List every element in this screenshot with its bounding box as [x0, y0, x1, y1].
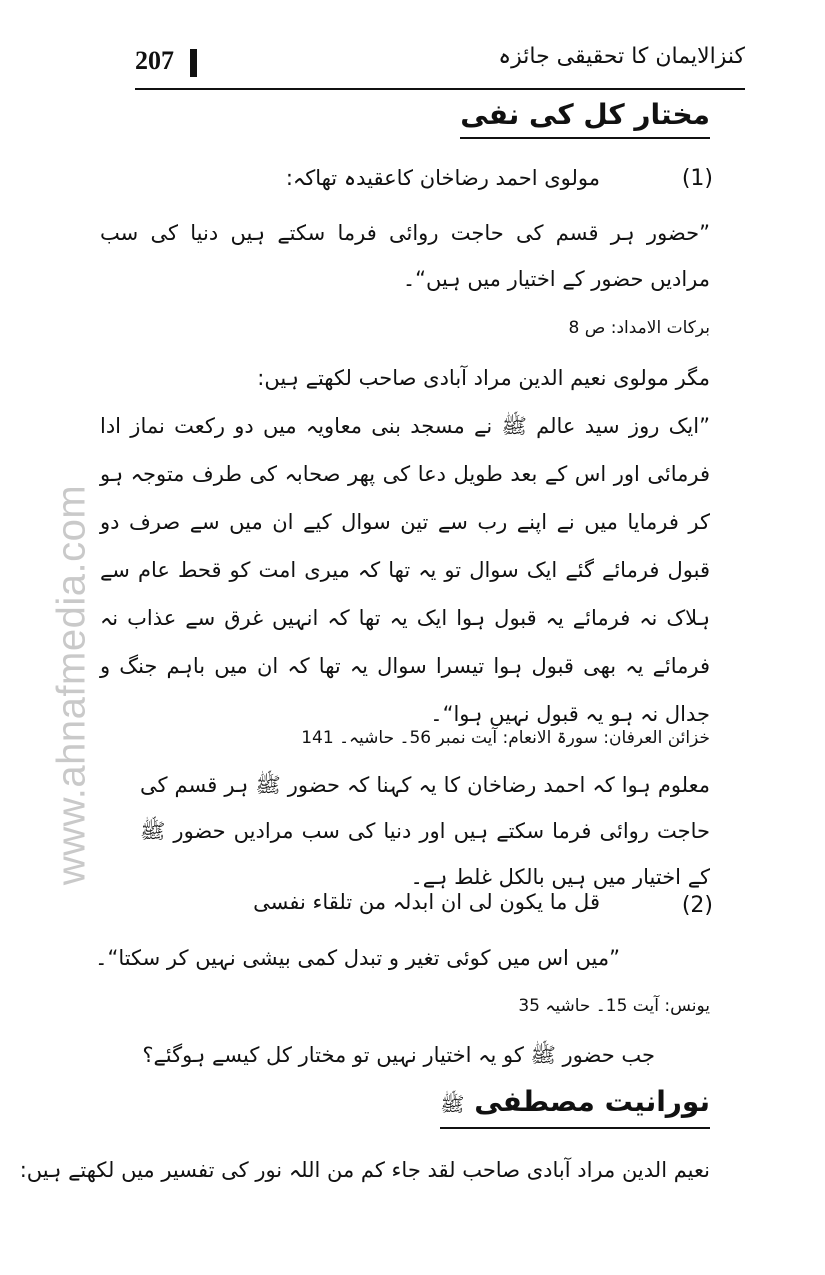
page-number-bar [190, 49, 197, 77]
conclusion-2: جب حضور ﷺ کو یہ اختیار نہیں تو مختار کل کیسے ہوگئے؟ [142, 1043, 655, 1067]
page-number: 207 [135, 46, 174, 75]
reference-khazain-ul-irfan: خزائن العرفان: سورۃ الانعام: آیت نمبر 56۔ حاشیہ۔ 141 [301, 728, 710, 748]
conclusion-1: معلوم ہوا کہ احمد رضاخان کا یہ کہنا کہ حضور ﷺ ہر قسم کی حاجت روائی فرما سکتے ہیں اور دنیا کی سب مرادیں حضور ﷺ کے اختیار میں ہیں بالکل غلط ہے۔ [140, 773, 710, 889]
quote-naeem-uddin: ”ایک روز سید عالم ﷺ نے مسجد بنی معاویہ میں دو رکعت نماز ادا فرمائی اور اس کے بعد طویل دعا کی پھر صحابہ کی طرف متوجہ ہو کر فرمایا میں نے اپنے رب سے تین سوال کیے ان میں سے صرف دو قبول فرمائے گئے ایک سوال تو یہ تھا کہ میری امت کو قحط عام سے ہلاک نہ فرمائے یہ قبول ہوا ایک یہ تھا کہ انہیں غرق سے عذاب نہ فرمائے یہ بھی قبول ہوا تیسرا سوال یہ تھا کہ ان میں باہم جنگ و جدال نہ ہو یہ قبول نہیں ہوا“۔ [100, 414, 710, 726]
watermark: www.ahnafmedia.com [49, 484, 94, 886]
verse-translation: ”میں اس میں کوئی تغیر و تبدل کمی بیشی نہیں کر سکتا“۔ [95, 946, 620, 970]
item-number-2: (2) [681, 893, 713, 918]
honorific-saw: ﷺ [440, 1092, 465, 1116]
section-2-title: نورانیت مصطفی [474, 1085, 710, 1118]
header-rule [135, 88, 745, 90]
quran-verse-arabic: قل ما یکون لی ان ابدلہ من تلقاء نفسی [253, 890, 600, 914]
item-number-1: (1) [681, 166, 713, 191]
counter-intro: مگر مولوی نعیم الدین مراد آبادی صاحب لکھتے ہیں: [257, 366, 710, 390]
section-2-intro: نعیم الدین مراد آبادی صاحب لقد جاء کم من اللہ نور کی تفسیر میں لکھتے ہیں: [19, 1158, 710, 1182]
quote-ahmad-raza: ”حضور ہر قسم کی حاجت روائی فرما سکتے ہیں دنیا کی سب مرادیں حضور کے اختیار میں ہیں“۔ [100, 221, 710, 291]
reference-barakat-ul-imdad: برکات الامداد: ص 8 [568, 318, 710, 338]
reference-yunus: یونس: آیت 15۔ حاشیہ 35 [518, 996, 710, 1016]
section-heading-mukhtar-kul: مختار کل کی نفی [460, 98, 710, 139]
page-header [135, 40, 745, 92]
running-title: کنزالایمان کا تحقیقی جائزہ [498, 44, 745, 69]
section-heading-nooraniyat [440, 1085, 710, 1129]
item-1-intro: مولوی احمد رضاخان کاعقیدہ تھاکہ: [285, 166, 600, 190]
